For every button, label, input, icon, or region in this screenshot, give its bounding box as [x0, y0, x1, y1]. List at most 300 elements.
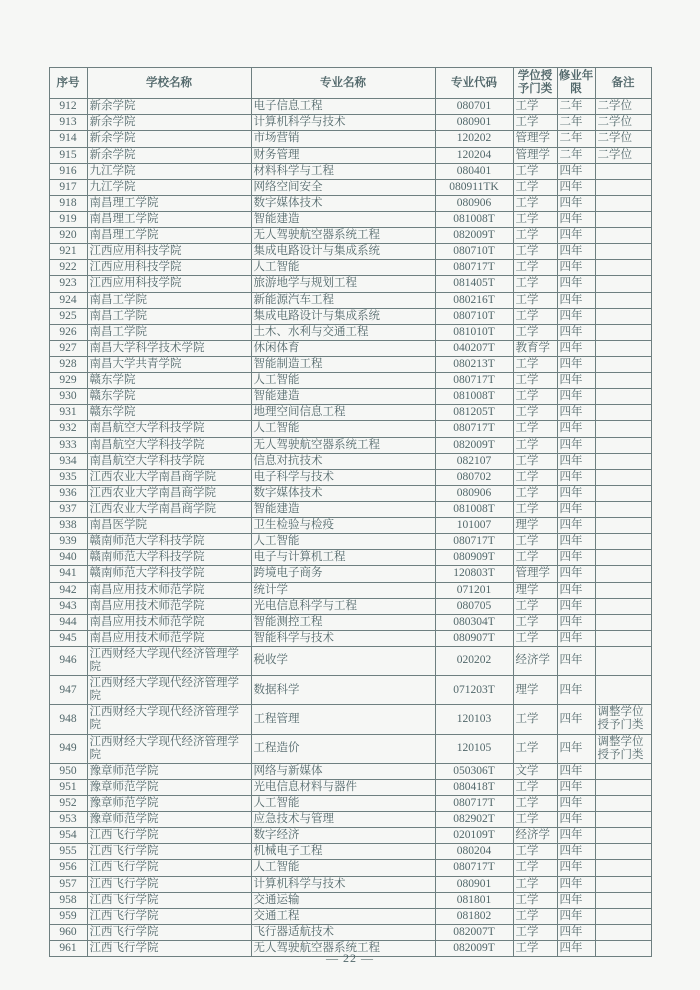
- cell-no: 953: [49, 812, 87, 828]
- table-row: [49, 324, 651, 340]
- cell-years: 四年: [557, 260, 595, 276]
- cell-code: 080906: [435, 485, 513, 501]
- cell-school: 南昌工学院: [87, 324, 251, 340]
- cell-major: 智能测控工程: [251, 614, 435, 630]
- cell-years: 四年: [557, 892, 595, 908]
- cell-no: 947: [49, 676, 87, 705]
- cell-degree: 工学: [513, 292, 557, 308]
- cell-school: 江西农业大学南昌商学院: [87, 501, 251, 517]
- cell-school: 赣南师范大学科技学院: [87, 534, 251, 550]
- table-row: [49, 211, 651, 227]
- cell-no: 928: [49, 356, 87, 372]
- cell-years: 四年: [557, 501, 595, 517]
- cell-degree: 经济学: [513, 646, 557, 675]
- cell-years: 四年: [557, 598, 595, 614]
- cell-note: [595, 421, 651, 437]
- cell-school: 赣东学院: [87, 373, 251, 389]
- table-row: [49, 260, 651, 276]
- page-number: — 22 —: [326, 951, 374, 965]
- cell-no: 951: [49, 779, 87, 795]
- cell-school: 江西飞行学院: [87, 924, 251, 940]
- cell-note: [595, 676, 651, 705]
- cell-years: 四年: [557, 812, 595, 828]
- cell-code: 101007: [435, 518, 513, 534]
- cell-no: 921: [49, 244, 87, 260]
- cell-code: 080213T: [435, 356, 513, 372]
- cell-note: [595, 228, 651, 244]
- cell-degree: 工学: [513, 534, 557, 550]
- cell-major: 数据科学: [251, 676, 435, 705]
- cell-note: [595, 844, 651, 860]
- cell-degree: 工学: [513, 437, 557, 453]
- cell-degree: 工学: [513, 373, 557, 389]
- cell-school: 南昌医学院: [87, 518, 251, 534]
- cell-code: 081008T: [435, 211, 513, 227]
- cell-major: 计算机科学与技术: [251, 876, 435, 892]
- table-row: [49, 582, 651, 598]
- cell-code: 080717T: [435, 373, 513, 389]
- cell-school: 江西飞行学院: [87, 876, 251, 892]
- cell-school: 江西财经大学现代经济管理学院: [87, 705, 251, 734]
- cell-no: 956: [49, 860, 87, 876]
- table-row: [49, 566, 651, 582]
- cell-no: 919: [49, 211, 87, 227]
- cell-major: 机械电子工程: [251, 844, 435, 860]
- cell-years: 四年: [557, 356, 595, 372]
- table-row: [49, 195, 651, 211]
- cell-no: 958: [49, 892, 87, 908]
- cell-years: 四年: [557, 179, 595, 195]
- cell-degree: 工学: [513, 908, 557, 924]
- table-row: [49, 676, 651, 705]
- cell-note: [595, 340, 651, 356]
- cell-years: 四年: [557, 485, 595, 501]
- cell-major: 市场营销: [251, 131, 435, 147]
- cell-major: 智能建造: [251, 211, 435, 227]
- cell-school: 南昌应用技术师范学院: [87, 630, 251, 646]
- table-row: [49, 276, 651, 292]
- cell-no: 920: [49, 228, 87, 244]
- cell-no: 945: [49, 630, 87, 646]
- cell-years: 四年: [557, 582, 595, 598]
- cell-no: 929: [49, 373, 87, 389]
- cell-note: [595, 892, 651, 908]
- cell-note: [595, 260, 651, 276]
- cell-school: 江西农业大学南昌商学院: [87, 469, 251, 485]
- cell-code: 020202: [435, 646, 513, 675]
- col-header-school: 学校名称: [87, 68, 251, 99]
- cell-years: 四年: [557, 389, 595, 405]
- cell-school: 江西财经大学现代经济管理学院: [87, 646, 251, 675]
- cell-no: 957: [49, 876, 87, 892]
- cell-no: 959: [49, 908, 87, 924]
- table-row: [49, 844, 651, 860]
- cell-school: 赣南师范大学科技学院: [87, 566, 251, 582]
- cell-no: 926: [49, 324, 87, 340]
- cell-code: 050306T: [435, 763, 513, 779]
- cell-major: 跨境电子商务: [251, 566, 435, 582]
- cell-years: 四年: [557, 550, 595, 566]
- cell-years: 四年: [557, 705, 595, 734]
- col-header-major: 专业名称: [251, 68, 435, 99]
- cell-note: 调整学位授予门类: [595, 734, 651, 763]
- cell-code: 081008T: [435, 501, 513, 517]
- cell-code: 080717T: [435, 421, 513, 437]
- table-row: [49, 389, 651, 405]
- cell-school: 新余学院: [87, 147, 251, 163]
- cell-degree: 工学: [513, 630, 557, 646]
- cell-major: 交通工程: [251, 908, 435, 924]
- cell-code: 081802: [435, 908, 513, 924]
- cell-note: 二学位: [595, 99, 651, 115]
- cell-degree: 工学: [513, 705, 557, 734]
- cell-note: [595, 453, 651, 469]
- cell-code: 082009T: [435, 941, 513, 957]
- cell-note: [595, 614, 651, 630]
- cell-school: 南昌航空大学科技学院: [87, 437, 251, 453]
- cell-code: 082009T: [435, 228, 513, 244]
- cell-code: 082007T: [435, 924, 513, 940]
- cell-school: 豫章师范学院: [87, 763, 251, 779]
- cell-code: 080701: [435, 99, 513, 115]
- table-row: [49, 244, 651, 260]
- cell-no: 949: [49, 734, 87, 763]
- col-header-code: 专业代码: [435, 68, 513, 99]
- table-row: [49, 99, 651, 115]
- cell-code: 120105: [435, 734, 513, 763]
- table-row: [49, 115, 651, 131]
- table-row: [49, 163, 651, 179]
- cell-no: 935: [49, 469, 87, 485]
- cell-note: 二学位: [595, 131, 651, 147]
- table-row: [49, 550, 651, 566]
- cell-note: [595, 195, 651, 211]
- cell-major: 电子信息工程: [251, 99, 435, 115]
- table-row: [49, 892, 651, 908]
- cell-school: 江西飞行学院: [87, 844, 251, 860]
- table-row: [49, 453, 651, 469]
- cell-note: [595, 501, 651, 517]
- cell-major: 智能建造: [251, 501, 435, 517]
- cell-years: 四年: [557, 676, 595, 705]
- cell-degree: 文学: [513, 763, 557, 779]
- cell-note: [595, 389, 651, 405]
- cell-school: 南昌理工学院: [87, 228, 251, 244]
- col-header-no: 序号: [49, 68, 87, 99]
- cell-degree: 工学: [513, 244, 557, 260]
- cell-degree: 工学: [513, 195, 557, 211]
- cell-no: 923: [49, 276, 87, 292]
- cell-years: 四年: [557, 844, 595, 860]
- cell-school: 赣南师范大学科技学院: [87, 550, 251, 566]
- cell-major: 税收学: [251, 646, 435, 675]
- cell-no: 916: [49, 163, 87, 179]
- cell-degree: 工学: [513, 389, 557, 405]
- cell-no: 931: [49, 405, 87, 421]
- table-row: [49, 147, 651, 163]
- cell-school: 豫章师范学院: [87, 796, 251, 812]
- cell-school: 江西飞行学院: [87, 941, 251, 957]
- cell-no: 918: [49, 195, 87, 211]
- cell-code: 080717T: [435, 534, 513, 550]
- cell-code: 080906: [435, 195, 513, 211]
- table-row: [49, 908, 651, 924]
- table-row: [49, 131, 651, 147]
- cell-note: [595, 244, 651, 260]
- cell-years: 四年: [557, 276, 595, 292]
- cell-years: 四年: [557, 292, 595, 308]
- cell-degree: 工学: [513, 163, 557, 179]
- cell-major: 材料科学与工程: [251, 163, 435, 179]
- table-row: [49, 228, 651, 244]
- col-header-degree: 学位授予门类: [513, 68, 557, 99]
- cell-major: 数字经济: [251, 828, 435, 844]
- cell-major: 计算机科学与技术: [251, 115, 435, 131]
- cell-degree: 理学: [513, 582, 557, 598]
- table-row: [49, 356, 651, 372]
- cell-school: 江西应用科技学院: [87, 276, 251, 292]
- cell-years: 四年: [557, 860, 595, 876]
- cell-no: 948: [49, 705, 87, 734]
- cell-no: 941: [49, 566, 87, 582]
- cell-code: 081801: [435, 892, 513, 908]
- table-row: [49, 373, 651, 389]
- cell-no: 954: [49, 828, 87, 844]
- cell-school: 江西应用科技学院: [87, 244, 251, 260]
- cell-note: [595, 292, 651, 308]
- table-row: [49, 405, 651, 421]
- cell-no: 943: [49, 598, 87, 614]
- cell-years: 四年: [557, 308, 595, 324]
- cell-no: 934: [49, 453, 87, 469]
- cell-major: 智能制造工程: [251, 356, 435, 372]
- cell-note: 二学位: [595, 115, 651, 131]
- cell-major: 智能建造: [251, 389, 435, 405]
- cell-note: [595, 179, 651, 195]
- cell-major: 应急技术与管理: [251, 812, 435, 828]
- cell-school: 南昌应用技术师范学院: [87, 614, 251, 630]
- cell-major: 集成电路设计与集成系统: [251, 244, 435, 260]
- table-row: [49, 421, 651, 437]
- table-row: [49, 534, 651, 550]
- cell-major: 数字媒体技术: [251, 485, 435, 501]
- cell-note: [595, 763, 651, 779]
- cell-degree: 工学: [513, 941, 557, 957]
- cell-no: 961: [49, 941, 87, 957]
- cell-code: 020109T: [435, 828, 513, 844]
- cell-school: 九江学院: [87, 179, 251, 195]
- cell-degree: 工学: [513, 892, 557, 908]
- table-row: [49, 501, 651, 517]
- cell-code: 080911TK: [435, 179, 513, 195]
- cell-years: 二年: [557, 99, 595, 115]
- cell-note: 调整学位授予门类: [595, 705, 651, 734]
- cell-code: 080901: [435, 115, 513, 131]
- cell-note: [595, 796, 651, 812]
- cell-school: 南昌工学院: [87, 308, 251, 324]
- cell-degree: 工学: [513, 876, 557, 892]
- cell-major: 交通运输: [251, 892, 435, 908]
- cell-degree: 工学: [513, 453, 557, 469]
- cell-major: 无人驾驶航空器系统工程: [251, 228, 435, 244]
- cell-degree: 管理学: [513, 147, 557, 163]
- cell-degree: 教育学: [513, 340, 557, 356]
- table-row: [49, 437, 651, 453]
- cell-note: [595, 534, 651, 550]
- cell-years: 四年: [557, 244, 595, 260]
- cell-major: 土木、水利与交通工程: [251, 324, 435, 340]
- cell-major: 智能科学与技术: [251, 630, 435, 646]
- cell-code: 080717T: [435, 260, 513, 276]
- cell-degree: 工学: [513, 324, 557, 340]
- table-row: [49, 308, 651, 324]
- cell-years: 四年: [557, 453, 595, 469]
- cell-major: 人工智能: [251, 534, 435, 550]
- cell-school: 南昌大学共青学院: [87, 356, 251, 372]
- cell-no: 960: [49, 924, 87, 940]
- cell-degree: 工学: [513, 115, 557, 131]
- cell-no: 936: [49, 485, 87, 501]
- cell-degree: 工学: [513, 405, 557, 421]
- cell-note: [595, 876, 651, 892]
- table-row: [49, 518, 651, 534]
- cell-major: 财务管理: [251, 147, 435, 163]
- cell-code: 081010T: [435, 324, 513, 340]
- cell-note: [595, 163, 651, 179]
- col-header-note: 备注: [595, 68, 651, 99]
- cell-code: 120103: [435, 705, 513, 734]
- cell-degree: 工学: [513, 844, 557, 860]
- cell-code: 080418T: [435, 779, 513, 795]
- cell-no: 955: [49, 844, 87, 860]
- cell-major: 电子科学与技术: [251, 469, 435, 485]
- table-row: [49, 828, 651, 844]
- cell-school: 新余学院: [87, 99, 251, 115]
- cell-major: 工程管理: [251, 705, 435, 734]
- cell-no: 913: [49, 115, 87, 131]
- table-row: [49, 614, 651, 630]
- cell-years: 二年: [557, 147, 595, 163]
- cell-years: 四年: [557, 324, 595, 340]
- cell-major: 无人驾驶航空器系统工程: [251, 941, 435, 957]
- cell-no: 942: [49, 582, 87, 598]
- cell-years: 四年: [557, 876, 595, 892]
- cell-no: 940: [49, 550, 87, 566]
- cell-note: [595, 779, 651, 795]
- cell-major: 人工智能: [251, 373, 435, 389]
- cell-degree: 工学: [513, 469, 557, 485]
- cell-code: 040207T: [435, 340, 513, 356]
- cell-code: 080710T: [435, 244, 513, 260]
- cell-years: 四年: [557, 941, 595, 957]
- cell-degree: 工学: [513, 614, 557, 630]
- cell-note: [595, 324, 651, 340]
- table-row: [49, 705, 651, 734]
- cell-note: [595, 828, 651, 844]
- cell-no: 915: [49, 147, 87, 163]
- cell-school: 赣东学院: [87, 389, 251, 405]
- cell-no: 930: [49, 389, 87, 405]
- cell-code: 082009T: [435, 437, 513, 453]
- cell-school: 豫章师范学院: [87, 779, 251, 795]
- table-row: [49, 779, 651, 795]
- cell-school: 江西财经大学现代经济管理学院: [87, 734, 251, 763]
- cell-years: 二年: [557, 131, 595, 147]
- table-row: [49, 598, 651, 614]
- table-row: [49, 485, 651, 501]
- cell-no: 933: [49, 437, 87, 453]
- table-row: [49, 763, 651, 779]
- cell-major: 电子与计算机工程: [251, 550, 435, 566]
- cell-school: 新余学院: [87, 131, 251, 147]
- cell-degree: 管理学: [513, 131, 557, 147]
- cell-years: 四年: [557, 421, 595, 437]
- cell-code: 080204: [435, 844, 513, 860]
- cell-major: 飞行器适航技术: [251, 924, 435, 940]
- majors-table: [49, 67, 652, 957]
- cell-major: 统计学: [251, 582, 435, 598]
- cell-no: 944: [49, 614, 87, 630]
- cell-school: 豫章师范学院: [87, 812, 251, 828]
- cell-major: 网络空间安全: [251, 179, 435, 195]
- cell-school: 南昌航空大学科技学院: [87, 421, 251, 437]
- cell-degree: 工学: [513, 228, 557, 244]
- cell-school: 江西农业大学南昌商学院: [87, 485, 251, 501]
- cell-degree: 经济学: [513, 828, 557, 844]
- cell-no: 946: [49, 646, 87, 675]
- cell-major: 人工智能: [251, 260, 435, 276]
- cell-note: [595, 485, 651, 501]
- cell-degree: 工学: [513, 421, 557, 437]
- cell-code: 081205T: [435, 405, 513, 421]
- cell-note: [595, 405, 651, 421]
- cell-note: [595, 518, 651, 534]
- cell-code: 080304T: [435, 614, 513, 630]
- cell-no: 952: [49, 796, 87, 812]
- cell-code: 080909T: [435, 550, 513, 566]
- cell-note: 二学位: [595, 147, 651, 163]
- cell-code: 081405T: [435, 276, 513, 292]
- cell-years: 二年: [557, 115, 595, 131]
- cell-school: 南昌航空大学科技学院: [87, 453, 251, 469]
- table-row: [49, 796, 651, 812]
- cell-code: 120204: [435, 147, 513, 163]
- cell-years: 四年: [557, 908, 595, 924]
- cell-degree: 工学: [513, 779, 557, 795]
- cell-note: [595, 276, 651, 292]
- cell-no: 927: [49, 340, 87, 356]
- cell-degree: 工学: [513, 179, 557, 195]
- cell-degree: 工学: [513, 812, 557, 828]
- cell-school: 江西飞行学院: [87, 828, 251, 844]
- cell-years: 四年: [557, 630, 595, 646]
- cell-note: [595, 566, 651, 582]
- cell-no: 917: [49, 179, 87, 195]
- cell-code: 081008T: [435, 389, 513, 405]
- cell-degree: 工学: [513, 501, 557, 517]
- cell-degree: 工学: [513, 276, 557, 292]
- cell-code: 071203T: [435, 676, 513, 705]
- cell-school: 江西财经大学现代经济管理学院: [87, 676, 251, 705]
- cell-no: 937: [49, 501, 87, 517]
- cell-major: 卫生检验与检疫: [251, 518, 435, 534]
- cell-years: 四年: [557, 614, 595, 630]
- cell-code: 120803T: [435, 566, 513, 582]
- cell-major: 人工智能: [251, 421, 435, 437]
- table-row: [49, 734, 651, 763]
- cell-major: 数字媒体技术: [251, 195, 435, 211]
- cell-code: 071201: [435, 582, 513, 598]
